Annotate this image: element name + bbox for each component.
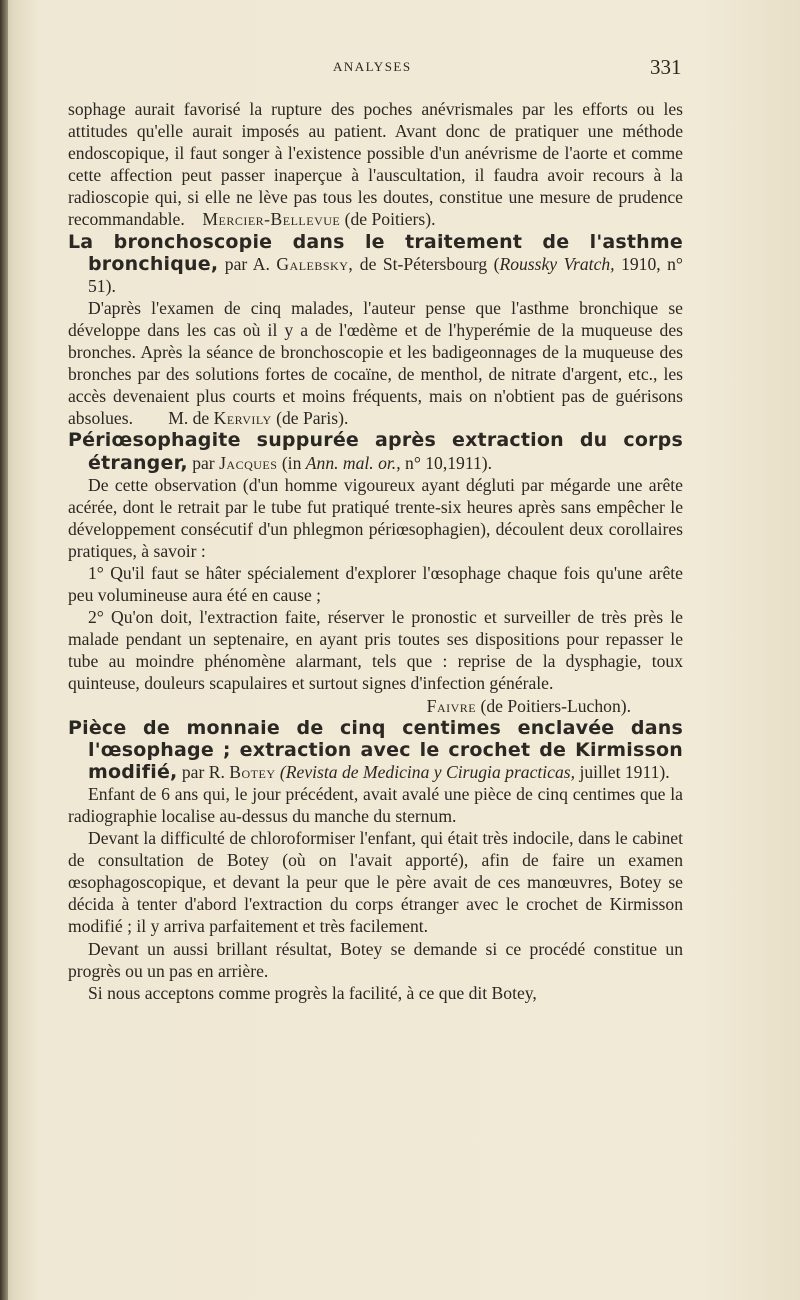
signature-place: (de Poitiers-Luchon). [480,695,631,716]
article-title: Pièce de monnaie de cinq centimes enclavée dans l'œsophage ; extraction avec le crochet de Kirmisson modifié, [68,716,683,783]
article-by: par A. [224,253,270,274]
article-reference: 1910, n° 51). [88,253,683,296]
article-reference: n° 10,1911). [405,452,493,473]
article-location: de St-Pétersbourg ( [359,253,500,274]
article-author: Botey [229,761,276,782]
article-journal: Roussky Vratch, [499,253,615,274]
paragraph-text: D'après l'examen de cinq malades, l'auteur pense que l'asthme bronchique se développe dans les cas où il y a de l'œdème et de l'hyperémie de la muqueuse des bronches. Après la séance de bronchoscopie et les badigeonnages de la muqueuse des bronches par des solutions fortes de cocaïne, de menthol, de nitrate d'argent, etc., les accès devenaient plus courts et moins fréquents, mais on n'obtient pas de guérisons absolues. [68,297,683,429]
page-body [68,98,683,1004]
signature [68,695,683,717]
article-body: Devant la difficulté de chloroformiser l'enfant, qui était très indocile, dans le cabinet de consultation de Botey (où on l'avait apporté), afin de faire un examen œsophagoscopique, et devant la peur que le père avait de ces manœuvres, Botey se décida à tenter d'abord l'extraction du corps étranger avec le crochet de Kirmisson modifié ; il y arriva parfaitement et très facilement. [68,828,683,937]
article-body: Si nous acceptons comme progrès la facilité, à ce que dit Botey, [88,982,537,1003]
running-head: ANALYSES [333,59,412,74]
article-title: La bronchoscopie dans le traitement de l'asthme bronchique, [68,230,683,275]
article-body [68,297,683,430]
signature-author: Mercier-Bellevue [202,209,341,230]
signature-prefix: M. de [168,408,210,429]
book-spine-shadow [0,0,8,1300]
signature-place: (de Paris). [276,408,349,429]
article-body: De cette observation (d'un homme vigoureux ayant dégluti par mégarde une arête acérée, dont le retrait par le tube fut pratiqué trente-six heures après sans empêcher le développement consécutif d'un phlegmon périœsophagien), découlent deux corollaires pratiques, à savoir : [68,474,683,561]
article-source-open: (in [281,452,302,473]
article-author: Jacques [219,452,278,473]
article-by: par R. [181,761,225,782]
article-heading-periœsophagite [68,429,683,473]
article-heading-bronchoscopie [68,231,683,297]
article-body: Enfant de 6 ans qui, le jour précédent, avait avalé une pièce de cinq centimes que la radiographie localise au-dessus du manche du sternum. [68,783,683,826]
signature-place: (de Poitiers). [344,209,436,230]
article-author: Galebsky, [276,253,354,274]
article-heading-piece-de-monnaie [68,717,683,783]
article-title: Périœsophagite suppurée après extraction du corps étranger, [68,429,683,474]
signature-author: Kervily [213,408,272,429]
article-body: Devant un aussi brillant résultat, Botey se demande si ce procédé constitue un progrès ou un pas en arrière. [68,938,683,981]
list-item: 2° Qu'on doit, l'extraction faite, réserver le pronostic et surveiller de très près le malade pendant un septenaire, en ayant pris toutes ses dispositions pour repasser le tube au moindre phénomène alarmant, tels que : reprise de la dysphagie, toux quinteuse, douleurs scapulaires et surtout signes d'infection générale. [68,607,683,694]
page-header [0,55,800,85]
article-journal: Ann. mal. or., [305,452,401,473]
article-reference: juillet 1911). [579,761,670,782]
paragraph-text: sophage aurait favorisé la rupture des poches anévrismales par les efforts ou les attitudes qu'elle aurait imposés au patient. Avant donc de pratiquer une méthode endoscopique, il faut songer à l'existence possible d'un anévrisme de l'aorte et comme cette affection peut passer inaperçue à l'auscultation, il faudra avoir recours à la radioscopie qui, si elle ne lève pas tous les doutes, constitue une mesure de prudence recommandable. [68,99,683,230]
article-by: par [192,452,215,473]
article-journal: (Revista de Medicina y Cirugia practicas, [279,761,576,782]
page-number: 331 [650,55,682,79]
list-item: 1° Qu'il faut se hâter spécialement d'explorer l'œsophage chaque fois qu'une arête peu volumineuse aura été en cause ; [68,562,683,606]
signature-author: Faivre [426,695,477,716]
paragraph-continued [68,98,683,231]
